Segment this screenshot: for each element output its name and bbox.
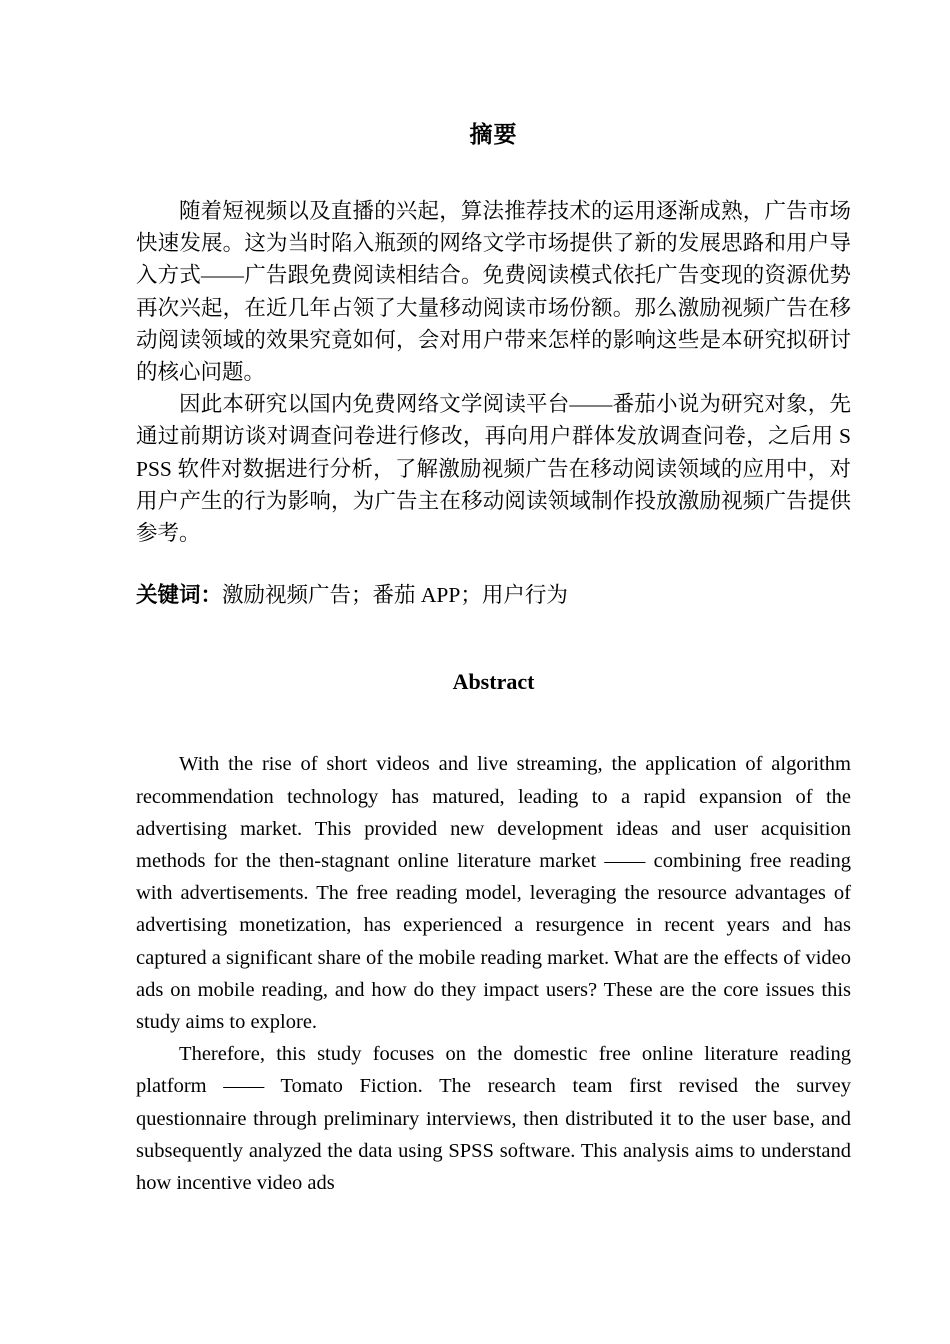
chinese-paragraph-2: 因此本研究以国内免费网络文学阅读平台——番茄小说为研究对象，先通过前期访谈对调查问卷进行修改，再向用户群体发放调查问卷，之后用 SPSS 软件对数据进行分析，了解激励视频广告在移动阅读领域的应用中，对用户产生的行为影响，为广告主在移动阅读领域制作投放激励视频广告提供参考。	[136, 392, 851, 546]
english-abstract-body	[136, 748, 851, 1199]
chinese-keywords-label: 关键词：	[136, 583, 223, 608]
chinese-keywords-value: 激励视频广告；番茄 APP；用户行为	[222, 583, 568, 608]
page-content	[136, 0, 851, 1199]
english-paragraph-1: With the rise of short videos and live streaming, the application of algorithm recommendation technology has matured, leading to a rapid expansion of the advertising market. This provided new development ideas and user acquisition methods for the then-stagnant online literature market —— combining free reading with advertisements. The free reading model, leveraging the resource advantages of advertising monetization, has experienced a resurgence in recent years and has captured a significant share of the mobile reading market. What are the effects of video ads on mobile reading, and how do they impact users? These are the core issues this study aims to explore.	[136, 753, 851, 1034]
chinese-paragraph-1: 随着短视频以及直播的兴起，算法推荐技术的运用逐渐成熟，广告市场快速发展。这为当时陷入瓶颈的网络文学市场提供了新的发展思路和用户导入方式——广告跟免费阅读相结合。免费阅读模式依托广告变现的资源优势再次兴起，在近几年占领了大量移动阅读市场份额。那么激励视频广告在移动阅读领域的效果究竟如何，会对用户带来怎样的影响这些是本研究拟研讨的核心问题。	[136, 199, 851, 385]
chinese-abstract-body	[136, 195, 851, 549]
chinese-abstract-heading: 摘要	[469, 122, 518, 147]
english-paragraph-2: Therefore, this study focuses on the domestic free online literature reading platform —— Tomato Fiction. The research team first revised the survey questionnaire through preliminary interviews, then distributed it to the user base, and subsequently analyzed the data using SPSS software. This analysis aims to understand how incentive video ads	[136, 1043, 851, 1195]
chinese-keywords-line	[136, 549, 851, 611]
english-abstract-heading: Abstract	[452, 669, 535, 695]
